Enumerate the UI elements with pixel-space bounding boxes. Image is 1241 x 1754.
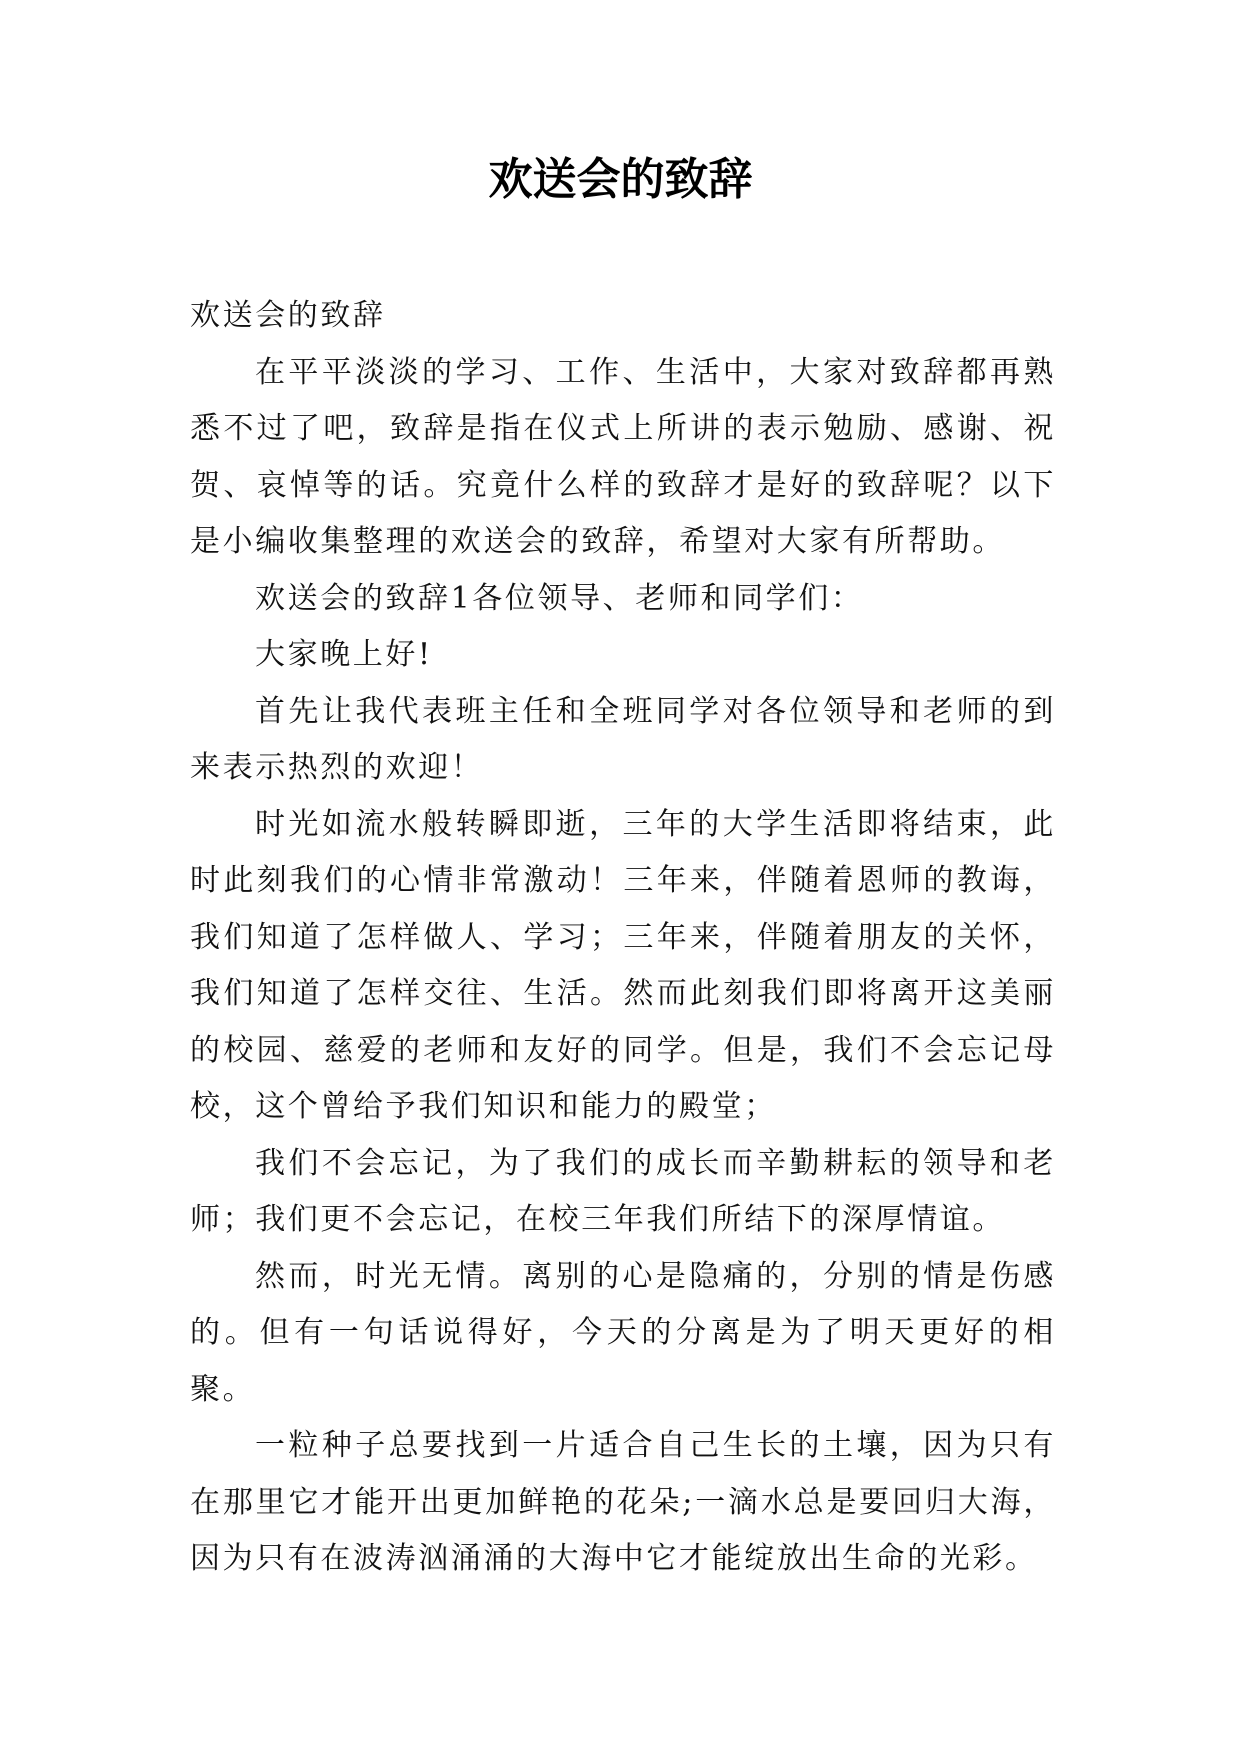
body-paragraph: 我们不会忘记，为了我们的成长而辛勤耕耘的领导和老师；我们更不会忘记，在校三年我们所结下的深厚情谊。 (190, 1145, 1056, 1237)
greeting-line: 大家晚上好! (255, 637, 433, 672)
speech-greeting-heading: 欢送会的致辞1各位领导、老师和同学们： (255, 580, 864, 616)
welcome-paragraph: 首先让我代表班主任和全班同学对各位领导和老师的到来表示热烈的欢迎！ (190, 693, 1056, 785)
subtitle-line: 欢送会的致辞 (190, 298, 386, 333)
document-body (190, 288, 1056, 1588)
body-paragraph: 然而，时光无情。离别的心是隐痛的，分别的情是伤感的。但有一句话说得好，今天的分离是为了明天更好的相聚。 (190, 1258, 1056, 1407)
body-paragraph: 一粒种子总要找到一片适合自己生长的土壤，因为只有在那里它才能开出更加鲜艳的花朵;一滴水总是要回归大海，因为只有在波涛汹涌涌的大海中它才能绽放出生命的光彩。 (190, 1428, 1056, 1576)
body-paragraph: 时光如流水般转瞬即逝，三年的大学生活即将结束，此时此刻我们的心情非常激动！三年来，伴随着恩师的教诲，我们知道了怎样做人、学习；三年来，伴随着朋友的关怀，我们知道了怎样交往、生活。然而此刻我们即将离开这美丽的校园、慈爱的老师和友好的同学。但是，我们不会忘记母校，这个曾给予我们知识和能力的殿堂； (190, 806, 1056, 1124)
document-title: 欢送会的致辞 (488, 154, 753, 205)
intro-paragraph: 在平平淡淡的学习、工作、生活中，大家对致辞都再熟悉不过了吧，致辞是指在仪式上所讲的表示勉励、感谢、祝贺、哀悼等的话。究竟什么样的致辞才是好的致辞呢？以下是小编收集整理的欢送会的致辞，希望对大家有所帮助。 (190, 354, 1056, 559)
